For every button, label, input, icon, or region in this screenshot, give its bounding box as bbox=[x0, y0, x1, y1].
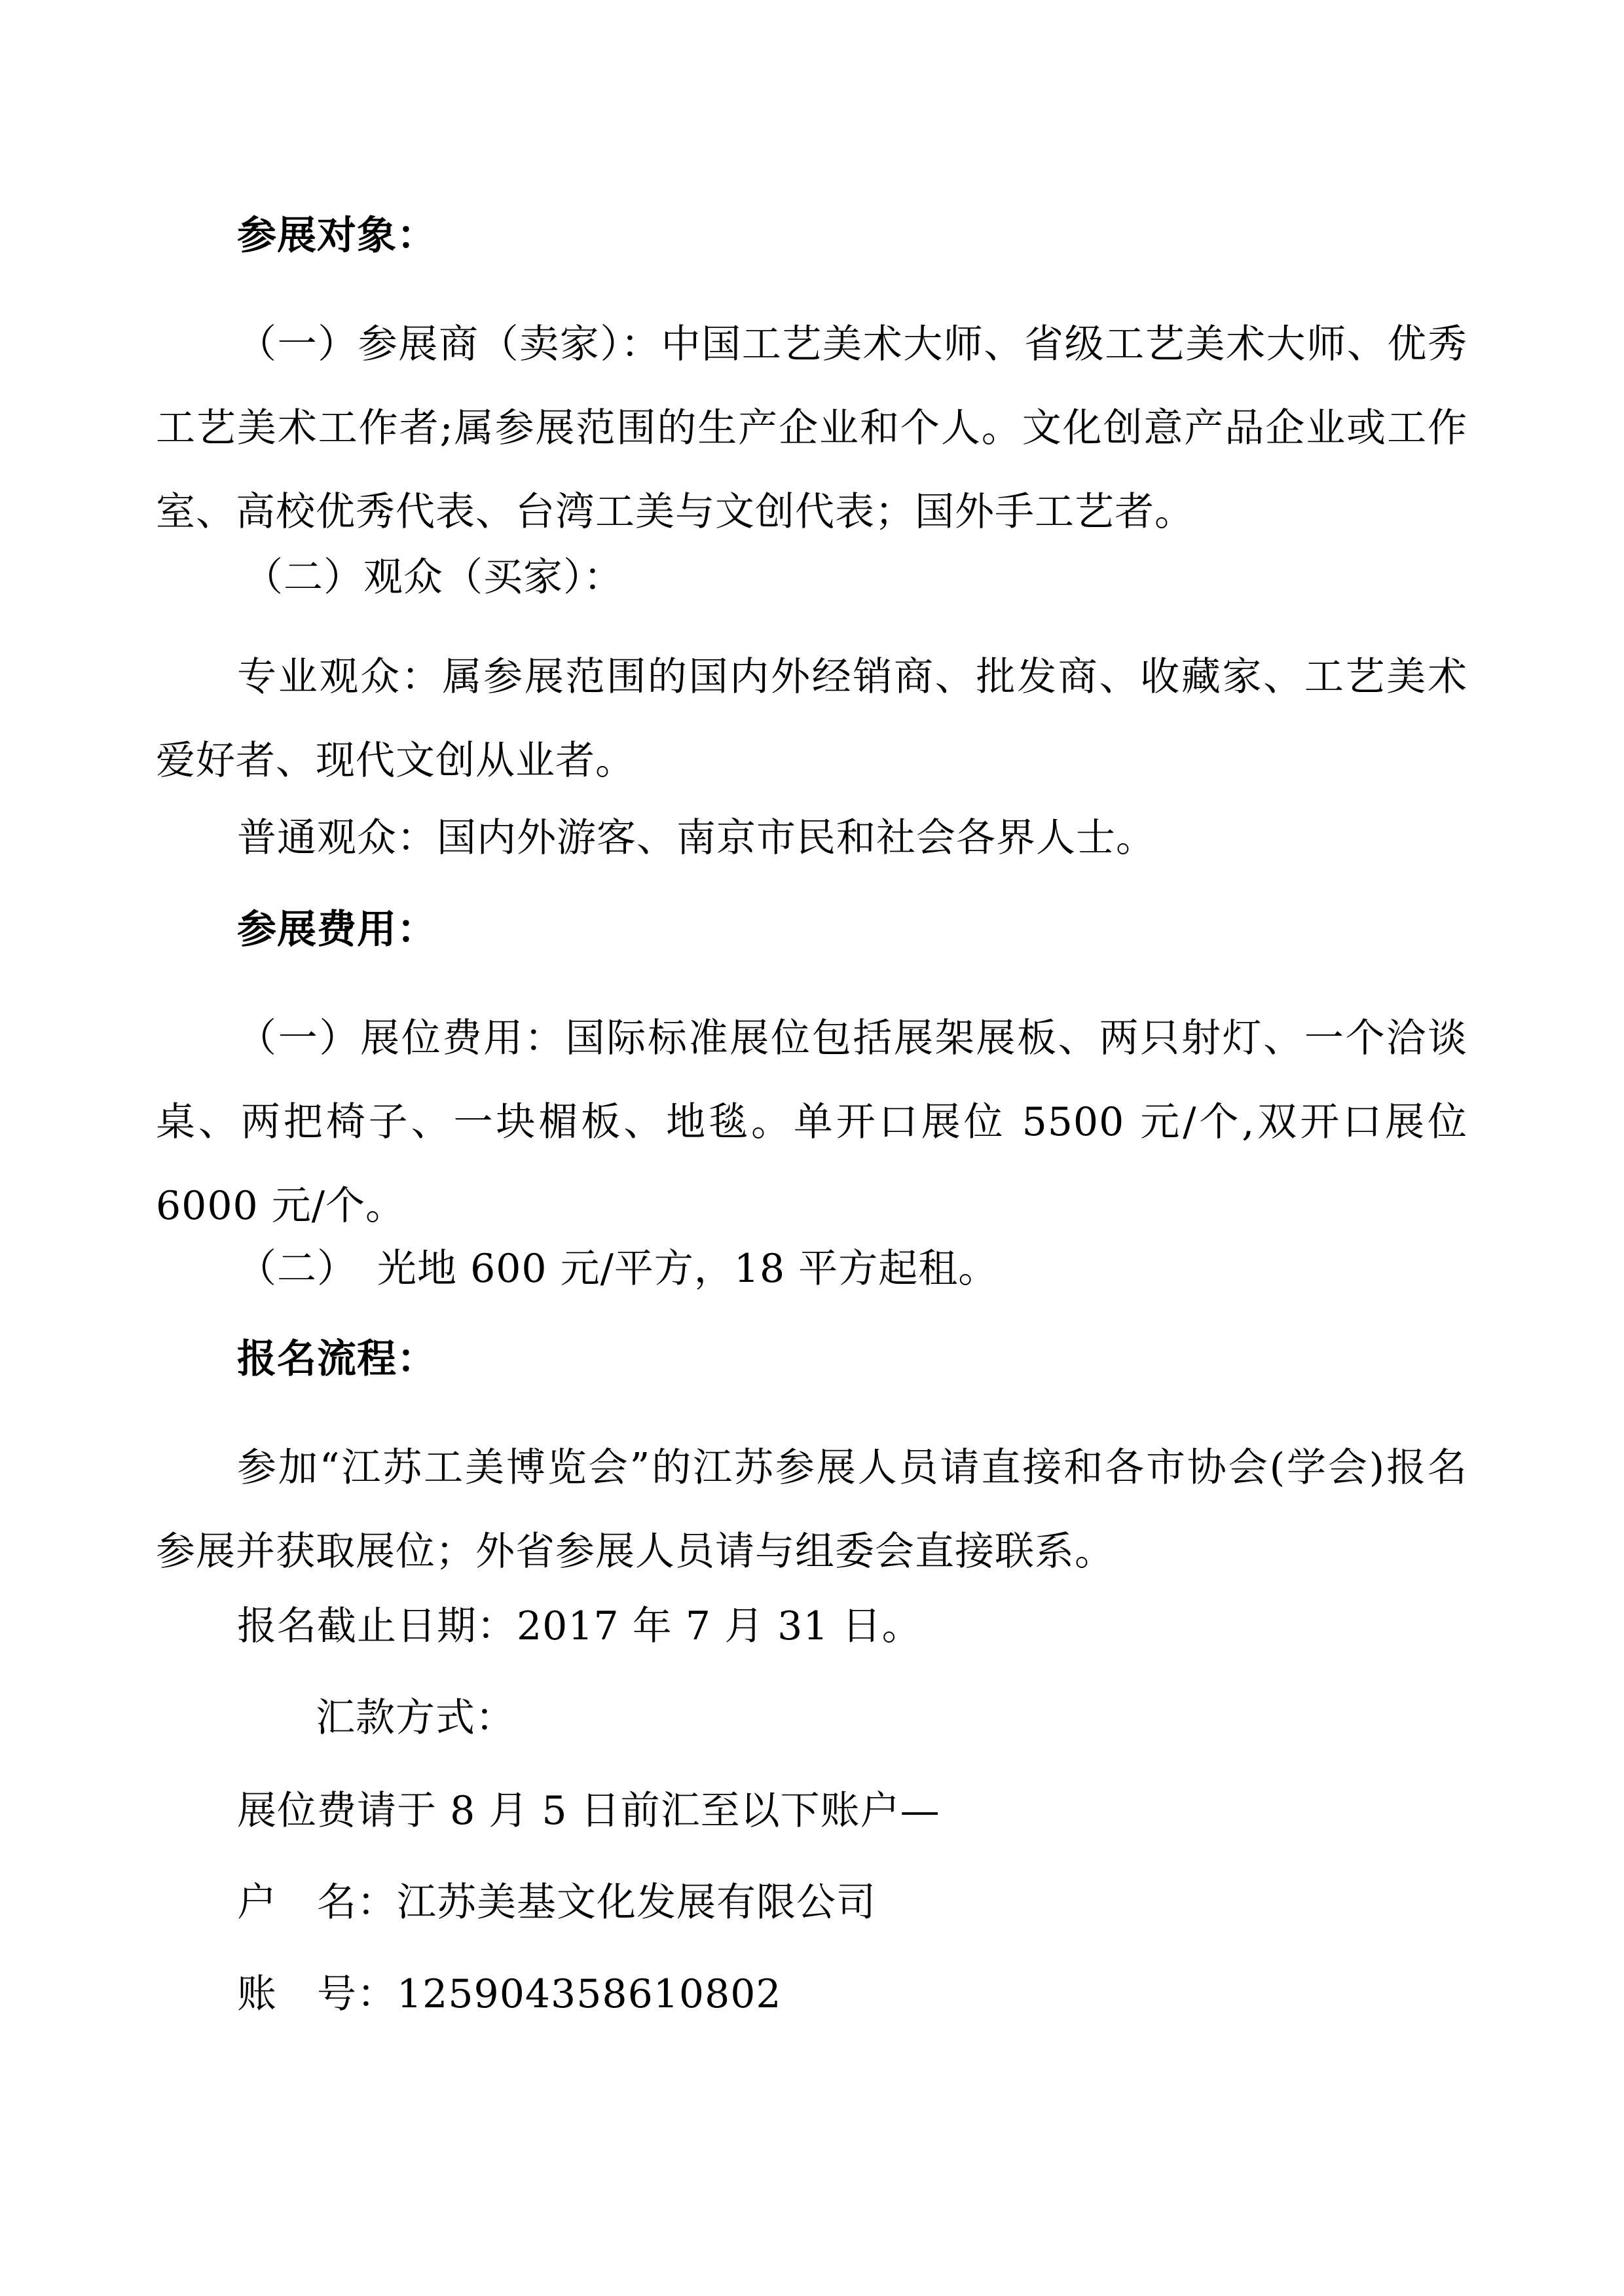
section-heading-fees: 参展费用： bbox=[237, 907, 437, 953]
registration-text: 参加“江苏工美博览会”的江苏参展人员请直接和各市协会(学会)报名参展并获取展位；外省参展人员请与组委会直接联系。 bbox=[156, 1445, 1467, 1575]
payment-note: 展位费请于 8 月 5 日前汇至以下账户— bbox=[237, 1788, 940, 1834]
account-number: 账 号：125904358610802 bbox=[237, 1971, 782, 2017]
general-audience-text: 普通观众：国内外游客、南京市民和社会各界人士。 bbox=[237, 815, 1156, 861]
section-heading-payment: 汇款方式： bbox=[316, 1695, 515, 1741]
fee-item-1: （一）展位费用：国际标准展位包括展架展板、两只射灯、一个洽谈桌、两把椅子、一块楣板、地毯。单开口展位 5500 元/个,双开口展位 6000 元/个。 bbox=[156, 1015, 1467, 1229]
fee-item-2: （二） 光地 600 元/平方，18 平方起租。 bbox=[237, 1246, 999, 1292]
account-name: 户 名：江苏美基文化发展有限公司 bbox=[237, 1880, 876, 1925]
exhibitor-item-2: （二）观众（买家）： bbox=[244, 555, 623, 600]
registration-deadline: 报名截止日期：2017 年 7 月 31 日。 bbox=[237, 1603, 922, 1649]
section-heading-registration: 报名流程： bbox=[237, 1336, 437, 1382]
section-heading-exhibitors: 参展对象： bbox=[237, 213, 437, 259]
professional-audience-text: 专业观众：属参展范围的国内外经销商、批发商、收藏家、工艺美术爱好者、现代文创从业者。 bbox=[156, 654, 1467, 784]
exhibitor-item-1: （一）参展商（卖家）：中国工艺美术大师、省级工艺美术大师、优秀工艺美术工作者;属参展范围的生产企业和个人。文化创意产品企业或工作室、高校优秀代表、台湾工美与文创代表；国外手工艺者。 bbox=[156, 321, 1467, 535]
